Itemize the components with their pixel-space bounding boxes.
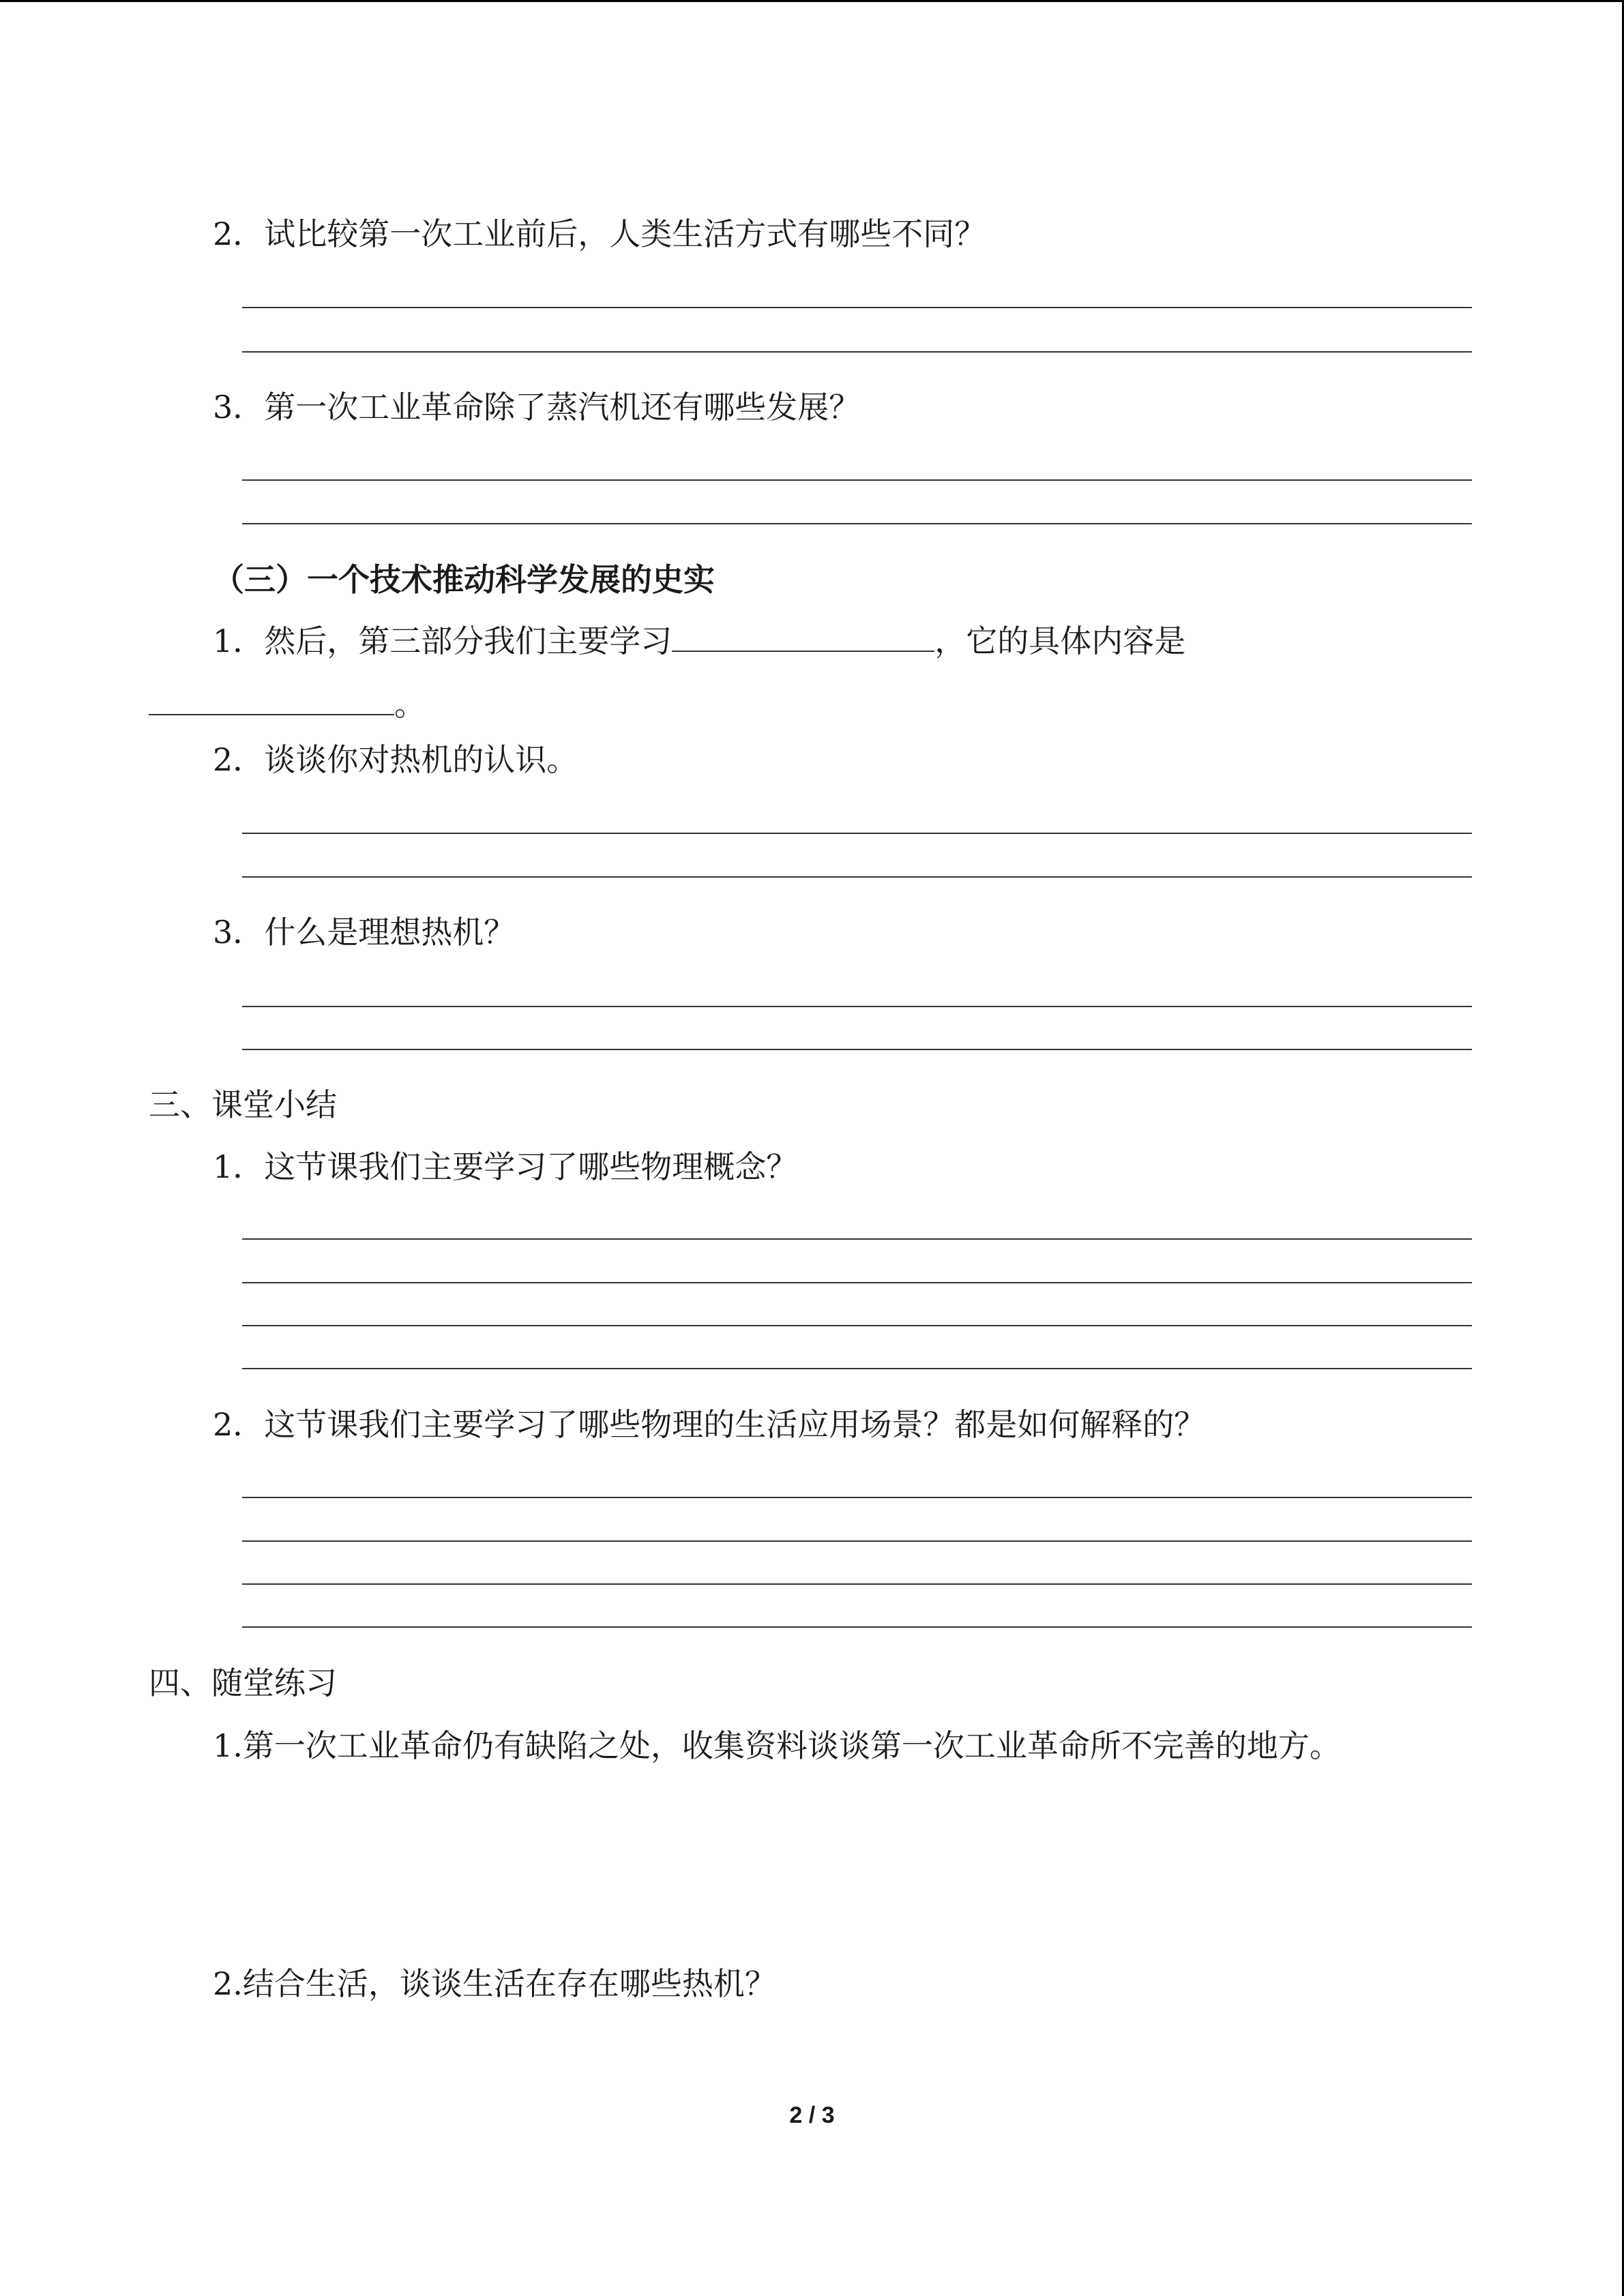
question-1-text-a: 1．然后，第三部分我们主要学习 (213, 623, 673, 659)
question-1-end: 。 (394, 686, 426, 723)
answer-line[interactable] (242, 523, 1472, 524)
section-heading-tech-science: （三）一个技术推动科学发展的史实 (213, 561, 715, 598)
answer-line[interactable] (242, 307, 1472, 308)
answer-line[interactable] (242, 1583, 1472, 1585)
answer-line[interactable] (242, 351, 1472, 353)
question-3-developments: 3．第一次工业革命除了蒸汽机还有哪些发展？ (213, 389, 861, 426)
summary-question-1: 1．这节课我们主要学习了哪些物理概念？ (213, 1148, 798, 1185)
question-2-lifestyle: 2．试比较第一次工业前后，人类生活方式有哪些不同？ (213, 215, 986, 252)
fill-blank-content[interactable] (149, 684, 394, 715)
summary-heading: 三、课堂小结 (149, 1086, 337, 1123)
fill-blank-topic[interactable] (672, 621, 934, 652)
answer-line[interactable] (242, 479, 1472, 481)
answer-line[interactable] (242, 1325, 1472, 1326)
question-1-continuation (149, 684, 426, 725)
practice-question-2: 2.结合生活，谈谈生活在存在哪些热机？ (213, 1965, 776, 2002)
answer-line[interactable] (242, 1282, 1472, 1283)
summary-question-2: 2．这节课我们主要学习了哪些物理的生活应用场景？都是如何解释的？ (213, 1406, 1206, 1443)
practice-question-1: 1.第一次工业革命仍有缺陷之处，收集资料谈谈第一次工业革命所不完善的地方。 (213, 1727, 1341, 1764)
answer-line[interactable] (242, 1049, 1472, 1050)
answer-line[interactable] (242, 1497, 1472, 1498)
question-2-heat-engine: 2．谈谈你对热机的认识。 (213, 741, 578, 778)
answer-line[interactable] (242, 1368, 1472, 1369)
answer-line[interactable] (242, 1540, 1472, 1542)
answer-line[interactable] (242, 876, 1472, 878)
question-1-fill-blank (213, 621, 1185, 661)
answer-line[interactable] (242, 1006, 1472, 1007)
answer-line[interactable] (242, 833, 1472, 834)
question-1-text-b: ，它的具体内容是 (934, 623, 1186, 659)
answer-line[interactable] (242, 1238, 1472, 1240)
question-3-ideal-engine: 3．什么是理想热机？ (213, 914, 516, 951)
practice-heading: 四、随堂练习 (149, 1665, 337, 1701)
page-border-top (0, 0, 1624, 2)
answer-line[interactable] (242, 1626, 1472, 1628)
page-number: 2 / 3 (789, 2102, 835, 2128)
